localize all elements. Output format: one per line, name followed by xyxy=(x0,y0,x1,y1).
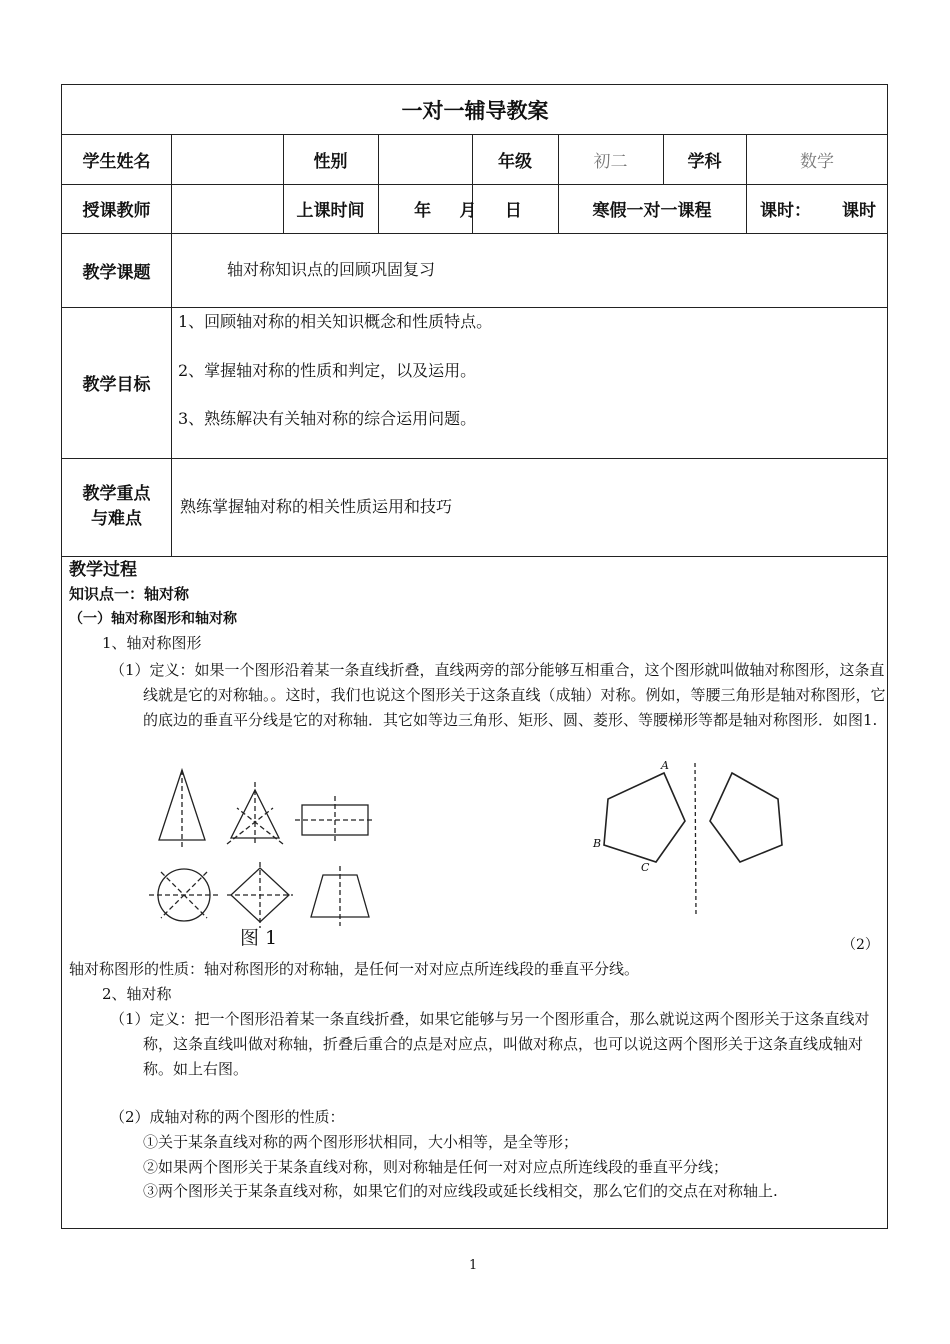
gender-field[interactable] xyxy=(378,134,472,184)
page-number: 1 xyxy=(469,1258,478,1273)
property-item: ③两个图形关于某条直线对称，如果它们的对应线段或延长线相交，那么它们的交点在对称轴上. xyxy=(143,1182,778,1200)
vertex-label-c: C xyxy=(641,861,650,874)
hours-label: 课时： xyxy=(760,201,811,221)
class-date-field[interactable] xyxy=(378,184,558,233)
figure-2-symmetric-pentagons xyxy=(592,759,832,919)
keypoints-value: 熟练掌握轴对称的相关性质运用和技巧 xyxy=(180,496,453,516)
properties-title: （2）成轴对称的两个图形的性质： xyxy=(110,1108,345,1126)
day-label: 日 xyxy=(504,201,522,221)
year-label: 年 xyxy=(414,201,432,221)
keypoints-label xyxy=(62,458,171,556)
student-name-label: 学生姓名 xyxy=(82,151,151,172)
course-name: 寒假一对一课程 xyxy=(592,201,712,221)
knowledge-point-title: 知识点一：轴对称 xyxy=(69,585,190,603)
teacher-label: 授课教师 xyxy=(82,201,151,221)
figure-1-caption: 图 1 xyxy=(240,927,278,949)
property-statement: 轴对称图形的性质：轴对称图形的对称轴，是任何一对对应点所连线段的垂直平分线。 xyxy=(69,960,640,978)
goal-item: 3、熟练解决有关轴对称的综合运用问题。 xyxy=(178,409,477,428)
property-item: ①关于某条直线对称的两个图形形状相同，大小相等，是全等形； xyxy=(143,1133,579,1151)
topic-label: 教学课题 xyxy=(82,262,151,283)
subject-value: 数学 xyxy=(800,151,834,172)
process-heading: 教学过程 xyxy=(69,560,137,580)
grade-value: 初二 xyxy=(593,151,628,172)
row-divider xyxy=(62,556,888,557)
lesson-plan-table xyxy=(61,84,888,1229)
hours-unit: 课时 xyxy=(842,201,876,221)
subsection-title: （一）轴对称图形和轴对称 xyxy=(69,611,237,627)
section-title: 1、轴对称图形 xyxy=(102,634,202,652)
topic-value: 轴对称知识点的回顾巩固复习 xyxy=(227,259,436,279)
teacher-field[interactable] xyxy=(171,184,283,233)
vertex-label-a: A xyxy=(661,759,669,772)
month-label: 月 xyxy=(459,201,477,221)
goal-item: 1、回顾轴对称的相关知识概念和性质特点。 xyxy=(178,312,493,331)
goals-label: 教学目标 xyxy=(82,375,151,395)
keypoints-label-line2: 与难点 xyxy=(91,509,142,529)
left-pentagon-shape xyxy=(604,773,685,862)
class-time-label: 上课时间 xyxy=(296,201,365,221)
right-pentagon-shape xyxy=(710,773,782,862)
goal-item: 2、掌握轴对称的性质和判定，以及运用。 xyxy=(178,361,477,380)
grade-label: 年级 xyxy=(498,151,532,172)
figure-1-symmetric-shapes xyxy=(147,768,407,948)
keypoints-label-line1: 教学重点 xyxy=(82,484,151,504)
row-divider xyxy=(62,307,888,308)
gender-label: 性别 xyxy=(313,151,348,172)
figure-2-caption: （2） xyxy=(842,937,879,953)
vertex-label-b: B xyxy=(593,837,602,850)
class-hours-field[interactable] xyxy=(746,184,888,233)
subject-label: 学科 xyxy=(687,151,722,172)
section-title: 2、轴对称 xyxy=(102,985,172,1003)
student-name-field[interactable] xyxy=(171,134,283,184)
property-item: ②如果两个图形关于某条直线对称，则对称轴是任何一对对应点所连线段的垂直平分线； xyxy=(143,1158,729,1176)
definition-paragraph: （1）定义：把一个图形沿着某一条直线折叠，如果它能够与另一个图形重合，那么就说这两个图形关于这条直线对称，这条直线叫做对称轴，折叠后重合的点是对应点，叫做对称点，也可以说这两个图形关于这条直线成轴对称。如上右图。 xyxy=(110,1010,870,1078)
definition-paragraph: （1）定义：如果一个图形沿着某一条直线折叠，直线两旁的部分能够互相重合，这个图形就叫做轴对称图形，这条直线就是它的对称轴。。这时，我们也说这个图形关于这条直线（成轴）对称。例如，等腰三角形是轴对称图形，它的底边的垂直平分线是它的对称轴．其它如等边三角形、矩形、圆、菱形、等腰梯形等都是轴对称图形．如图1. xyxy=(110,661,886,729)
document-title: 一对一辅导教案 xyxy=(401,98,549,123)
